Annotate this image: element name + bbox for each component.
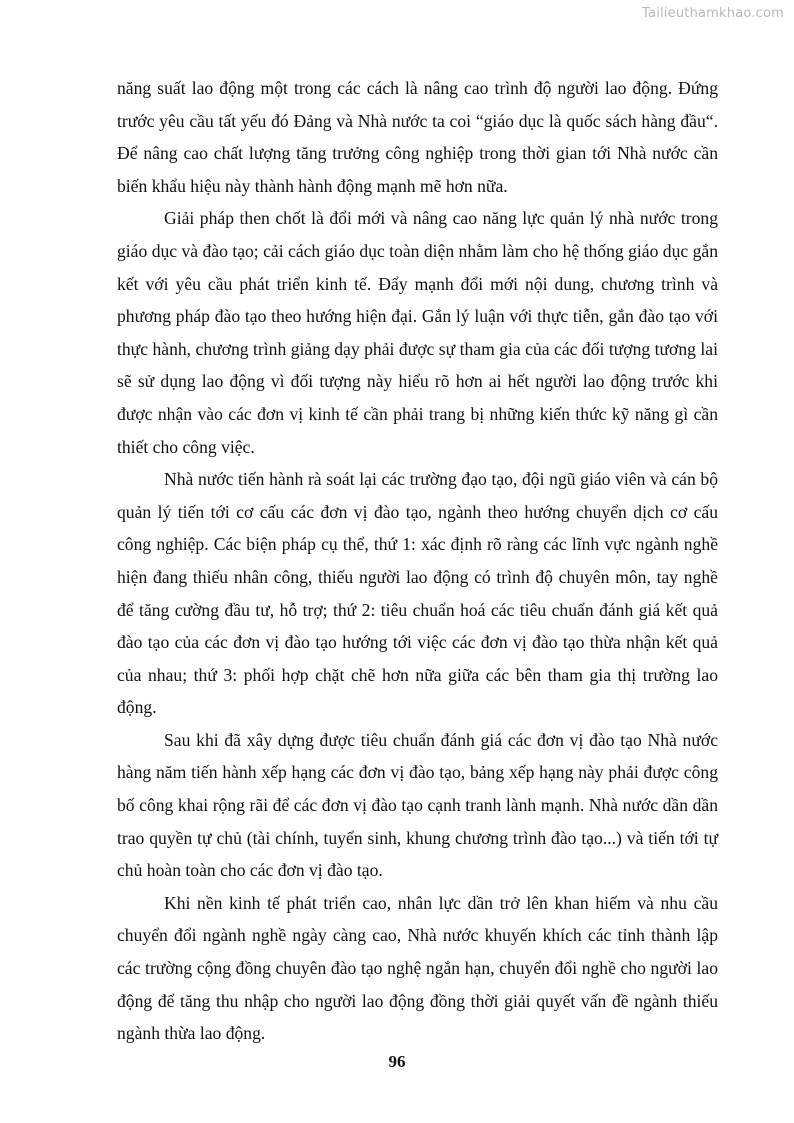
page-number: 96: [388, 1052, 406, 1071]
page-body: [117, 72, 718, 1050]
paragraph-5: Khi nền kinh tế phát triển cao, nhân lực dần trở lên khan hiếm và nhu cầu chuyển đổi ngành nghề ngày càng cao, Nhà nước khuyến khích các tỉnh thành lập các trường cộng đồng chuyên đào tạo nghệ ngắn hạn, chuyển đổi nghề cho người lao động để tăng thu nhập cho người lao động đồng thời giải quyết vấn đề ngành thiếu ngành thừa lao động.: [117, 892, 718, 1044]
paragraph-2: Giải pháp then chốt là đổi mới và nâng cao năng lực quản lý nhà nước trong giáo dục và đào tạo; cải cách giáo dục toàn diện nhằm làm cho hệ thống giáo dục gắn kết với yêu cầu phát triển kinh tế. Đẩy mạnh đổi mới nội dung, chương trình và phương pháp đào tạo theo hướng hiện đại. Gắn lý luận với thực tiễn, gắn đào tạo với thực hành, chương trình giảng dạy phải được sự tham gia của các đối tượng tương lai sẽ sử dụng lao động vì đối tượng này hiểu rõ hơn ai hết người lao động trước khi được nhận vào các đơn vị kinh tế cần phải trang bị những kiến thức kỹ năng gì cần thiết cho công việc.: [117, 208, 718, 457]
watermark-text: Tailieuthamkhao.com: [642, 6, 784, 21]
paragraph-3: Nhà nước tiến hành rà soát lại các trường đạo tạo, đội ngũ giáo viên và cán bộ quản lý tiến tới cơ cấu các đơn vị đào tạo, ngành theo hướng chuyển dịch cơ cấu công nghiệp. Các biện pháp cụ thể, thứ 1: xác định rõ ràng các lĩnh vực ngành nghề hiện đang thiếu nhân công, thiếu người lao động có trình độ chuyên môn, tay nghề để tăng cường đầu tư, hỗ trợ; thứ 2: tiêu chuẩn hoá các tiêu chuẩn đánh giá kết quả đào tạo của các đơn vị đào tạo hướng tới việc các đơn vị đào tạo thừa nhận kết quả của nhau; thứ 3: phối hợp chặt chẽ hơn nữa giữa các bên tham gia thị trường lao động.: [117, 469, 718, 718]
paragraph-1: năng suất lao động một trong các cách là nâng cao trình độ người lao động. Đứng trước yêu cầu tất yếu đó Đảng và Nhà nước ta coi “giáo dục là quốc sách hàng đầu“. Để nâng cao chất lượng tăng trưởng công nghiệp trong thời gian tới Nhà nước cần biến khẩu hiệu này thành hành động mạnh mẽ hơn nữa.: [117, 78, 718, 196]
paragraph-4: Sau khi đã xây dựng được tiêu chuẩn đánh giá các đơn vị đào tạo Nhà nước hàng năm tiến hành xếp hạng các đơn vị đào tạo, bảng xếp hạng này phải được công bố công khai rộng rãi để các đơn vị đào tạo cạnh tranh lành mạnh. Nhà nước dần dần trao quyền tự chủ (tài chính, tuyển sinh, khung chương trình đào tạo...) và tiến tới tự chủ hoàn toàn cho các đơn vị đào tạo.: [117, 729, 718, 881]
